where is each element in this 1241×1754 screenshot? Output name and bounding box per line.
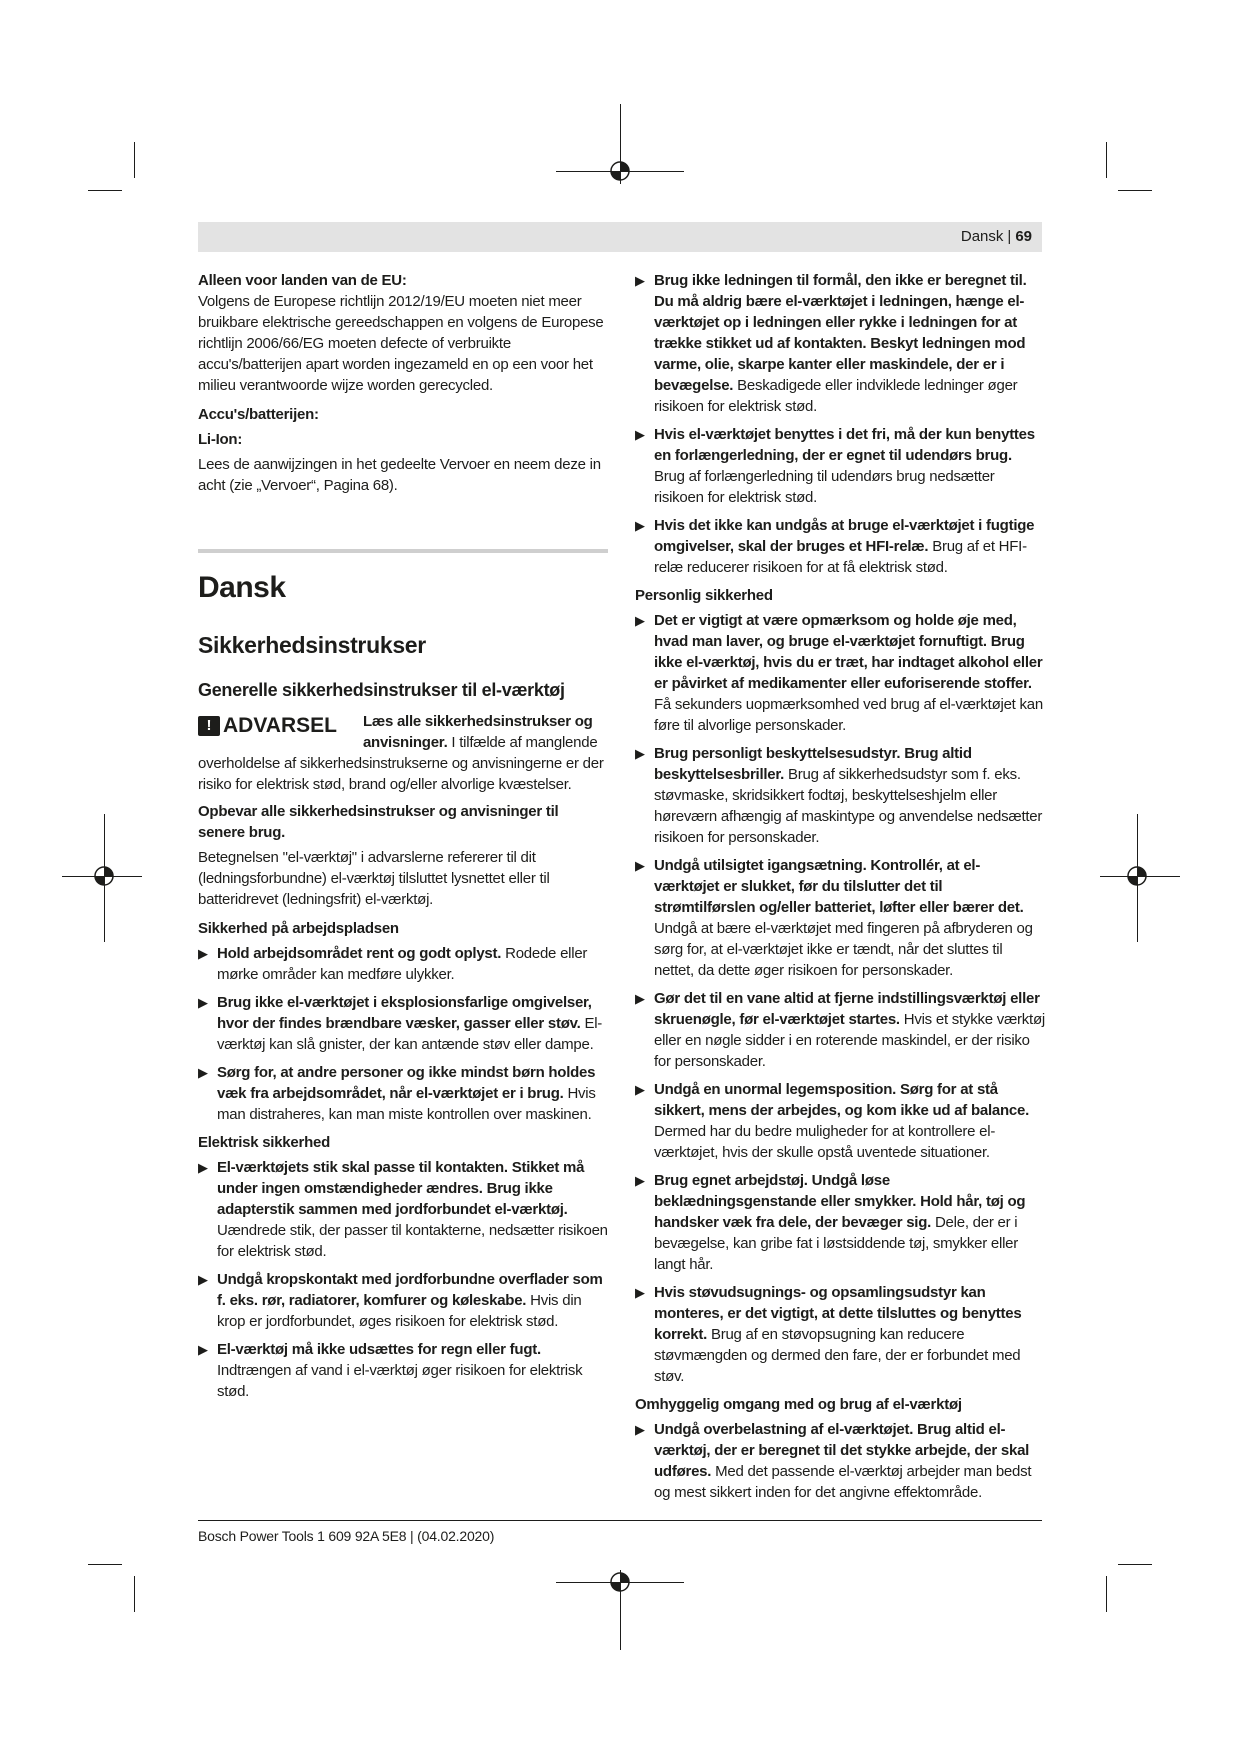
item-bold: Undgå utilsigtet igangsætning. Kontrollér, at el-værktøjet er slukket, før du tilslutter det til strømtilførslen og/eller batteriet, løfter eller bærer det.	[654, 857, 1024, 916]
list-item	[198, 1269, 608, 1332]
bullet-arrow-icon: ▶	[198, 946, 208, 961]
item-bold: Undgå en unormal legemsposition. Sørg for at stå sikkert, mens der arbejdes, og kom ikke ud af balance.	[654, 1081, 1029, 1119]
warning-triangle-icon: !	[198, 716, 220, 736]
item-bold: Brug ikke el-værktøjet i eksplosionsfarlige omgivelser, hvor der findes brændbare væsker, gasser eller støv.	[217, 994, 592, 1032]
warning-badge	[198, 713, 337, 739]
item-text: Brug af en støvopsugning kan reducere støvmængden og dermed den fare, der er forbundet med støv.	[654, 1326, 1021, 1385]
item-bold: El-værktøj må ikke udsættes for regn eller fugt.	[217, 1341, 541, 1358]
crop-mark	[134, 1576, 135, 1612]
header-label	[961, 229, 1032, 245]
footer-rule	[198, 1520, 1042, 1521]
item-bold: Hvis det ikke kan undgås at bruge el-værktøjet i fugtige omgivelser, skal der bruges et HFI-relæ.	[654, 517, 1035, 555]
electric-list-continued	[635, 270, 1045, 578]
subsection-title: Generelle sikkerhedsinstrukser til el-værktøj	[198, 680, 565, 700]
item-text: Brug af forlængerledning til udendørs brug nedsætter risikoen for elektrisk stød.	[654, 468, 995, 506]
item-text: Brug af et HFI-relæ reducerer risikoen for at få elektrisk stød.	[654, 538, 1027, 576]
warning-text: I tilfælde af manglende overholdelse af sikkerhedsinstrukserne og anvisningerne er der risiko for elektrisk stød, brand og/eller alvorlige kvæstelser.	[198, 734, 604, 793]
crop-mark	[1106, 1576, 1107, 1612]
crop-mark	[1118, 1564, 1152, 1565]
bullet-arrow-icon: ▶	[635, 858, 645, 873]
crop-mark	[134, 142, 135, 178]
list-item	[635, 1079, 1045, 1163]
eu-heading: Alleen voor landen van de EU:	[198, 272, 407, 289]
bullet-arrow-icon: ▶	[198, 995, 208, 1010]
bullet-arrow-icon: ▶	[635, 613, 645, 628]
crop-mark	[1106, 142, 1107, 178]
item-text: Indtrængen af vand i el-værktøj øger risikoen for elektrisk stød.	[217, 1362, 583, 1400]
keep-instructions-heading: Opbevar alle sikkerhedsinstrukser og anvisninger til senere brug.	[198, 803, 559, 841]
item-text: Hvis man distraheres, kan man miste kontrollen over maskinen.	[217, 1085, 596, 1123]
list-item	[635, 424, 1045, 508]
handling-heading: Omhyggelig omgang med og brug af el-værktøj	[635, 1396, 962, 1413]
bullet-arrow-icon: ▶	[635, 273, 645, 288]
section-divider	[198, 549, 608, 553]
item-bold: Undgå overbelastning af el-værktøjet. Brug altid el-værktøj, der er beregnet til det stykke arbejde, der skal udføres.	[654, 1421, 1030, 1480]
right-column	[635, 270, 1045, 1510]
warning-block	[198, 711, 608, 795]
personal-list	[635, 610, 1045, 1387]
item-bold: Hvis støvudsugnings- og opsamlingsudstyr kan monteres, er det vigtigt, at dette tilsluttes og benyttes korrekt.	[654, 1284, 1022, 1343]
header-language: Dansk	[960, 228, 1004, 245]
page-header	[198, 222, 1042, 252]
language-title: Dansk	[198, 571, 286, 604]
item-bold: Brug egnet arbejdstøj. Undgå løse beklædningsgenstande eller smykker. Hold hår, tøj og handsker væk fra dele, der bevæger sig.	[654, 1172, 1026, 1231]
bullet-arrow-icon: ▶	[635, 746, 645, 761]
footer-text: Bosch Power Tools 1 609 92A 5E8 | (04.02.2020)	[198, 1528, 495, 1544]
list-item	[198, 943, 608, 985]
bullet-arrow-icon: ▶	[635, 427, 645, 442]
crop-mark	[1118, 190, 1152, 191]
list-item	[635, 743, 1045, 848]
list-item	[198, 1157, 608, 1262]
registration-target-icon	[1126, 865, 1148, 887]
item-bold: Hvis el-værktøjet benyttes i det fri, må der kun benyttes en forlængerledning, der er egnet til udendørs brug.	[654, 426, 1035, 464]
warning-label: ADVARSEL	[223, 714, 337, 737]
registration-target-icon	[609, 160, 631, 182]
list-item	[635, 1170, 1045, 1275]
bullet-arrow-icon: ▶	[635, 518, 645, 533]
item-bold: El-værktøjets stik skal passe til kontakten. Stikket må under ingen omstændigheder ændres. Brug ikke adapterstik sammen med jordforbundet el-værktøj.	[217, 1159, 585, 1218]
liion-heading: Li-Ion:	[198, 431, 243, 448]
list-item	[198, 1062, 608, 1125]
bullet-arrow-icon: ▶	[635, 991, 645, 1006]
electric-list	[198, 1157, 608, 1402]
item-bold: Brug ikke ledningen til formål, den ikke er beregnet til. Du må aldrig bære el-værktøjet i ledningen, hænge el-værktøjet op i ledningen eller rykke i ledningen for at trække stikket ud af kontakten. Beskyt ledningen mod varme, olie, skarpe kanter eller maskindele, der er i bevægelse.	[654, 272, 1027, 394]
item-text: Brug af sikkerhedsudstyr som f. eks. støvmaske, skridsikkert fodtøj, beskyttelseshjelm eller høreværn afhængig af maskintype og anvendelse nedsætter risikoen for personskader.	[654, 766, 1043, 846]
eu-paragraph: Volgens de Europese richtlijn 2012/19/EU moeten niet meer bruikbare elektrische gereedschappen en volgens de Europese richtlijn 2006/66/EG moeten defecte of verbruikte accu's/batterijen apart worden ingezameld en op een voor het milieu verantwoorde wijze worden gerecycled.	[198, 293, 604, 394]
item-text: El-værktøj kan slå gnister, der kan antænde støv eller dampe.	[217, 1015, 603, 1053]
item-text: Dermed har du bedre muligheder for at kontrollere el-værktøjet, hvis der skulle opstå uventede situationer.	[654, 1123, 996, 1161]
list-item	[635, 988, 1045, 1072]
list-item	[635, 855, 1045, 981]
bullet-arrow-icon: ▶	[635, 1422, 645, 1437]
personal-heading: Personlig sikkerhed	[635, 587, 773, 604]
left-column	[198, 270, 608, 1409]
list-item	[198, 1339, 608, 1402]
bullet-arrow-icon: ▶	[198, 1160, 208, 1175]
crop-mark	[88, 1564, 122, 1565]
item-text: Hvis din krop er jordforbundet, øges risikoen for elektrisk stød.	[217, 1292, 582, 1330]
item-text: Beskadigede eller indviklede ledninger øger risikoen for elektrisk stød.	[654, 377, 1018, 415]
item-bold: Hold arbejdsområdet rent og godt oplyst.	[217, 945, 502, 962]
item-text: Få sekunders uopmærksomhed ved brug af el-værktøjet kan føre til alvorlige personskader.	[654, 696, 1043, 734]
bullet-arrow-icon: ▶	[198, 1065, 208, 1080]
accu-heading: Accu's/batterijen:	[198, 406, 319, 423]
bullet-arrow-icon: ▶	[635, 1082, 645, 1097]
item-bold: Det er vigtigt at være opmærksom og holde øje med, hvad man laver, og bruge el-værktøjet fornuftigt. Brug ikke el-værktøj, hvis du er træt, har indtaget alkohol eller er påvirket af medikamenter eller euforiserende stoffer.	[654, 612, 1043, 692]
registration-target-icon	[609, 1571, 631, 1593]
crop-mark	[88, 190, 122, 191]
list-item	[635, 515, 1045, 578]
warning-lead: Læs alle sikkerhedsinstrukser og anvisninger.	[362, 713, 593, 751]
list-item	[635, 1419, 1045, 1503]
item-bold: Brug personligt beskyttelsesudstyr. Brug altid beskyttelsesbriller.	[654, 745, 972, 783]
item-text: Med det passende el-værktøj arbejder man bedst og mest sikkert inden for det angivne effektområde.	[654, 1463, 1032, 1501]
section-title: Sikkerhedsinstrukser	[198, 632, 426, 658]
workplace-heading: Sikkerhed på arbejdspladsen	[198, 920, 399, 937]
electric-heading: Elektrisk sikkerhed	[198, 1134, 331, 1151]
item-text: Rodede eller mørke områder kan medføre ulykker.	[217, 945, 588, 983]
item-bold: Undgå kropskontakt med jordforbundne overflader som f. eks. rør, radiatorer, komfurer og køleskabe.	[217, 1271, 603, 1309]
item-bold: Gør det til en vane altid at fjerne indstillingsværktøj eller skruenøgle, før el-værktøjet startes.	[654, 990, 1040, 1028]
header-separator: |	[1007, 228, 1012, 245]
item-text: Hvis et stykke værktøj eller en nøgle sidder i en roterende maskindel, er der risiko for personskader.	[654, 1011, 1045, 1070]
bullet-arrow-icon: ▶	[198, 1272, 208, 1287]
bullet-arrow-icon: ▶	[198, 1342, 208, 1357]
list-item	[635, 610, 1045, 736]
item-text: Undgå at bære el-værktøjet med fingeren på afbryderen og sørg for, at el-værktøjet ikke er tændt, når det sluttes til nettet, da dette øger risikoen for personskader.	[654, 920, 1033, 979]
keep-instructions-text: Betegnelsen "el-værktøj" i advarslerne refererer til dit (ledningsforbundne) el-værktøj tilsluttet lysnettet eller til batteridrevet (ledningsfrit) el-værktøj.	[198, 849, 550, 908]
list-item	[198, 992, 608, 1055]
list-item	[635, 270, 1045, 417]
workplace-list	[198, 943, 608, 1125]
item-text: Dele, der er i bevægelse, kan gribe fat i løstsiddende tøj, smykker eller langt hår.	[654, 1214, 1018, 1273]
handling-list	[635, 1419, 1045, 1503]
bullet-arrow-icon: ▶	[635, 1173, 645, 1188]
list-item	[635, 1282, 1045, 1387]
liion-paragraph: Lees de aanwijzingen in het gedeelte Vervoer en neem deze in acht (zie „Vervoer“, Pagina 68).	[198, 456, 601, 494]
item-bold: Sørg for, at andre personer og ikke mindst børn holdes væk fra arbejdsområdet, når el-værktøjet er i brug.	[217, 1064, 596, 1102]
item-text: Uændrede stik, der passer til kontakterne, nedsætter risikoen for elektrisk stød.	[217, 1222, 608, 1260]
registration-target-icon	[93, 865, 115, 887]
bullet-arrow-icon: ▶	[635, 1285, 645, 1300]
page-number: 69	[1015, 228, 1032, 245]
